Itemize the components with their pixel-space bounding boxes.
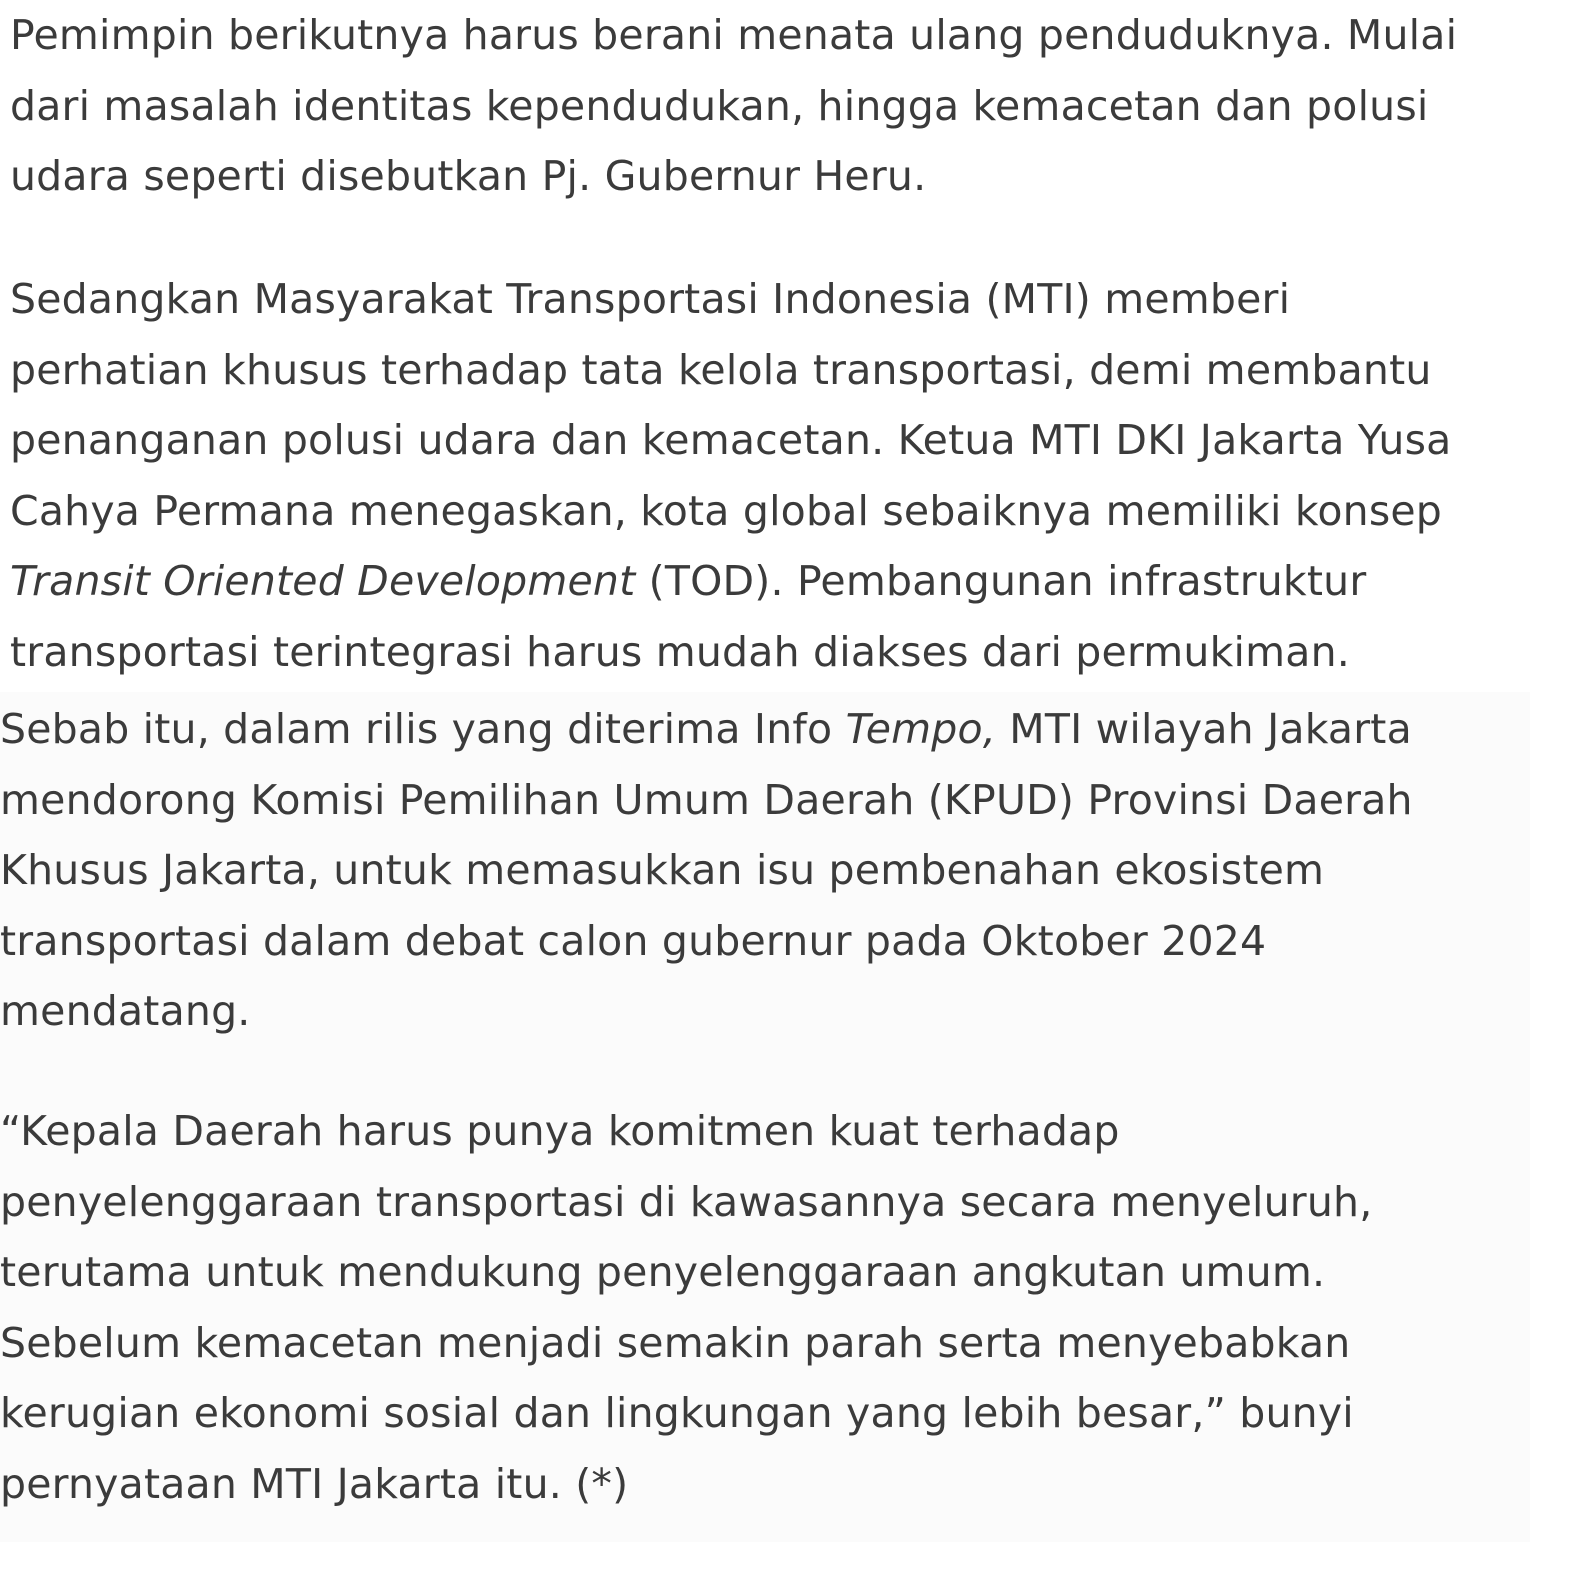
paragraph-4-line: terutama untuk mendukung penyelenggaraan angkutan umum. (0, 1248, 1326, 1296)
article-quote-section (0, 692, 1530, 1542)
paragraph-3-line: transportasi dalam debat calon gubernur pada Oktober 2024 (0, 916, 1267, 965)
tod-italic-term: Transit Oriented Development (10, 557, 636, 605)
paragraph-4-line: “Kepala Daerah harus punya komitmen kuat terhadap (0, 1107, 1120, 1155)
paragraph-2-line: Sedangkan Masyarakat Transportasi Indonesia (MTI) memberi (10, 275, 1291, 323)
paragraph-4-line: penyelenggaraan transportasi di kawasannya secara menyeluruh, (0, 1177, 1373, 1226)
paragraph-3-line: mendorong Komisi Pemilihan Umum Daerah (KPUD) Provinsi Daerah (0, 775, 1413, 824)
paragraph-1-line: udara seperti disebutkan Pj. Gubernur Heru. (10, 152, 927, 200)
paragraph-3-line-end: MTI wilayah Jakarta (996, 705, 1412, 753)
paragraph-4-line: kerugian ekonomi sosial dan lingkungan yang lebih besar,” bunyi (0, 1389, 1354, 1437)
paragraph-2-line: Cahya Permana menegaskan, kota global sebaiknya memiliki konsep (10, 486, 1443, 535)
tempo-italic: Tempo, (845, 705, 997, 753)
paragraph-1-line: dari masalah identitas kependudukan, hingga kemacetan dan polusi (10, 81, 1429, 130)
paragraph-3-line (0, 694, 1510, 765)
paragraph-3-line: mendatang. (0, 987, 251, 1035)
paragraph-1-line: Pemimpin berikutnya harus berani menata ulang penduduknya. Mulai (10, 11, 1458, 59)
paragraph-4 (0, 1096, 1510, 1519)
paragraph-2-line: penanganan polusi udara dan kemacetan. Ketua MTI DKI Jakarta Yusa (10, 416, 1452, 464)
paragraph-4-line: Sebelum kemacetan menjadi semakin parah serta menyebabkan (0, 1318, 1351, 1367)
paragraph-2 (10, 264, 1570, 687)
paragraph-2-line: perhatian khusus terhadap tata kelola transportasi, demi membantu (10, 345, 1432, 394)
paragraph-2-line-rest: (TOD). Pembangunan infrastruktur (635, 557, 1367, 605)
paragraph-3 (0, 694, 1510, 1047)
paragraph-3-line: Khusus Jakarta, untuk memasukkan isu pembenahan ekosistem (0, 846, 1325, 894)
paragraph-2-line: transportasi terintegrasi harus mudah diakses dari permukiman. (10, 627, 1351, 676)
paragraph-1 (10, 0, 1570, 212)
paragraph-3-line-start: Sebab itu, dalam rilis yang diterima Info (0, 705, 846, 753)
paragraph-2-line (10, 546, 1570, 617)
paragraph-4-line: pernyataan MTI Jakarta itu. (*) (0, 1459, 629, 1508)
